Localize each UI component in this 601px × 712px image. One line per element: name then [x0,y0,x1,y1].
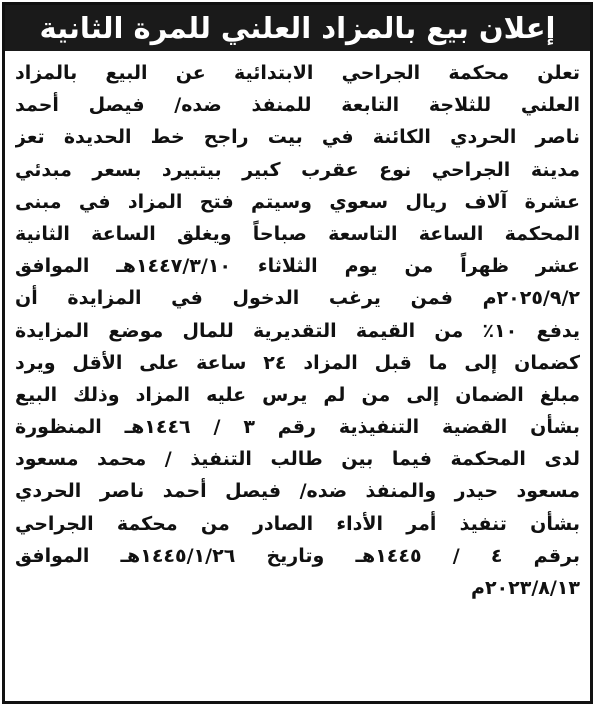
notice-header [5,5,590,51]
notice-line: لدى المحكمة فيما بين طالب التنفيذ / محمد مسعود [15,448,580,471]
notice-line: ناصر الحردي الكائنة في بيت راجح خط الحديدة تعز [15,126,580,149]
notice-body [15,57,580,604]
notice-line: مدينة الجراحي نوع عقرب كبير بيتبيرد بسعر مبدئي [15,158,580,181]
notice-line: عشرة آلاف ريال سعوي وسيتم فتح المزاد في مبنى [15,190,580,213]
notice-line: المحكمة الساعة التاسعة صباحاً ويغلق الساعة الثانية [15,222,580,245]
notice-line: بشأن القضية التنفيذية رقم ٣ / ١٤٤٦هـ المنظورة [15,416,580,439]
notice-line: بشأن تنفيذ أمر الأداء الصادر من محكمة الجراحي [15,512,580,535]
notice-line: العلني للثلاجة التابعة للمنفذ ضده/ فيصل أحمد [15,94,580,117]
notice-line: مبلغ الضمان إلى من لم يرس عليه المزاد وذلك البيع [15,383,580,406]
notice-line: ٢٠٢٥/٩/٢م فمن يرغب الدخول في المزايدة أن [15,287,580,310]
notice-title: إعلان بيع بالمزاد العلني للمرة الثانية [39,10,556,45]
notice-line: كضمان إلى ما قبل المزاد ٢٤ ساعة على الأقل ويرد [15,351,580,374]
notice-line: يدفع ١٠٪ من القيمة التقديرية للمال موضع المزايدة [15,319,580,342]
notice-line: تعلن محكمة الجراحي الابتدائية عن البيع بالمزاد [15,62,580,84]
notice-line: برقم ٤ / ١٤٤٥هـ وتاريخ ١٤٤٥/١/٢٦هـ الموافق [15,544,580,567]
notice-line: مسعود حيدر والمنفذ ضده/ فيصل أحمد ناصر الحردي [15,480,580,503]
notice-frame [2,2,593,704]
notice-line: عشر ظهراً من يوم الثلاثاء ١٤٤٧/٣/١٠هـ الموافق [15,255,580,278]
notice-line: ٢٠٢٣/٨/١٣م [471,577,580,599]
